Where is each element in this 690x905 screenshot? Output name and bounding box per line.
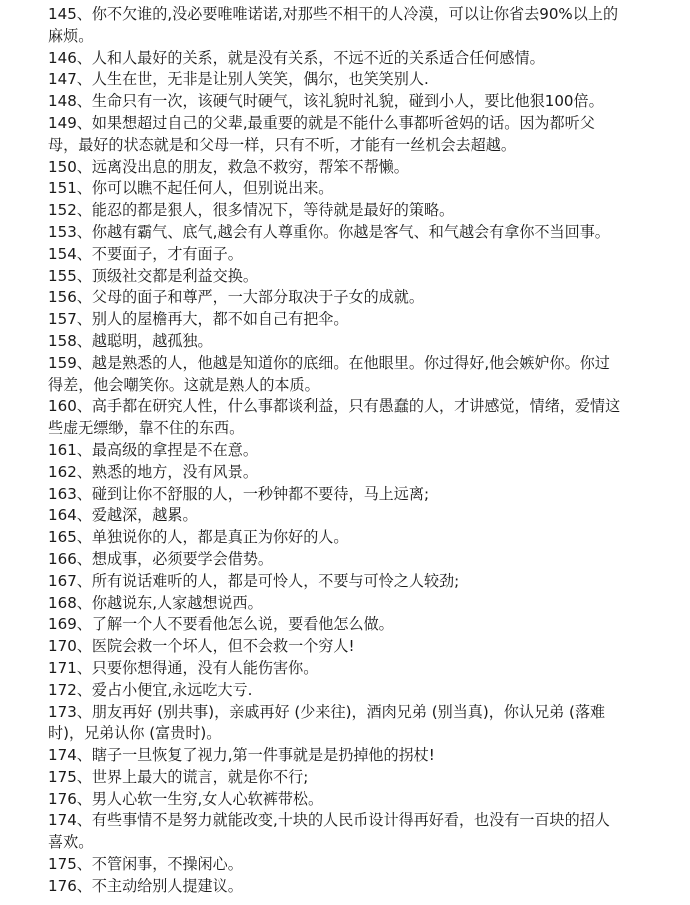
- text-line: 146、人和人最好的关系，就是没有关系，不远不近的关系适合任何感情。: [48, 48, 545, 67]
- text-line: 157、别人的屋檐再大，都不如自己有把伞。: [48, 310, 349, 329]
- text-line: 165、单独说你的人，都是真正为你好的人。: [48, 528, 349, 547]
- text-line: 160、高手都在研究人性，什么事都谈利益，只有愚蠢的人，才讲感觉，情绪，爱情这: [48, 397, 621, 416]
- text-line: 149、如果想超过自己的父辈,最重要的就是不能什么事都听爸妈的话。因为都听父: [48, 113, 595, 132]
- text-line: 175、世界上最大的谎言，就是你不行;: [48, 767, 309, 786]
- text-line: 173、朋友再好 (别共事)，亲戚再好 (少来往)，酒肉兄弟 (别当真)，你认兄弟 (落难: [48, 702, 606, 721]
- text-line: 174、瞎子一旦恢复了视力,第一件事就是是扔掉他的拐杖!: [48, 746, 435, 765]
- text-line: 喜欢。: [48, 833, 94, 852]
- text-line: 些虚无缥缈，靠不住的东西。: [48, 419, 245, 438]
- text-line: 154、不要面子，才有面子。: [48, 244, 243, 263]
- text-line: 167、所有说话难听的人，都是可怜人，不要与可怜之人较劲;: [48, 571, 460, 590]
- text-line: 159、越是熟悉的人，他越是知道你的底细。在他眼里。你过得好,他会嫉妒你。你过: [48, 353, 610, 372]
- text-line: 175、不管闲事，不操闲心。: [48, 855, 243, 874]
- text-line: 得差，他会嘲笑你。这就是熟人的本质。: [48, 375, 320, 394]
- text-line: 174、有些事情不是努力就能改变,十块的人民币设计得再好看，也没有一百块的招人: [48, 811, 610, 830]
- text-line: 155、顶级社交都是利益交换。: [48, 266, 258, 285]
- text-line: 147、人生在世，无非是让别人笑笑，偶尔，也笑笑别人.: [48, 70, 429, 89]
- text-line: 145、你不欠谁的,没必要唯唯诺诺,对那些不相干的人冷漠，可以让你省去90%以上的: [48, 5, 619, 23]
- text-line: 170、医院会救一个坏人，但不会救一个穷人!: [48, 637, 355, 656]
- text-line: 161、最高级的拿捏是不在意。: [48, 440, 258, 459]
- text-line: 172、爱占小便宜,永远吃大亏.: [48, 680, 253, 699]
- text-line: 162、熟悉的地方，没有风景。: [48, 462, 258, 481]
- text-line: 171、只要你想得通，没有人能伤害你。: [48, 658, 319, 677]
- text-line: 163、碰到让你不舒服的人，一秒钟都不要待，马上远离;: [48, 484, 430, 503]
- text-line: 169、了解一个人不要看他怎么说，要看他怎么做。: [48, 615, 394, 634]
- text-line: 158、越聪明，越孤独。: [48, 331, 213, 350]
- text-line: 176、不主动给别人提建议。: [48, 876, 243, 895]
- text-line: 164、爱越深，越累。: [48, 506, 198, 525]
- text-line: 时)，兄弟认你 (富贵时)。: [48, 724, 222, 743]
- text-line: 156、父母的面子和尊严，一大部分取决于子女的成就。: [48, 288, 424, 307]
- text-line: 176、男人心软一生穷,女人心软裤带松。: [48, 789, 324, 808]
- text-line: 148、生命只有一次，该硬气时硬气，该礼貌时礼貌，碰到小人，要比他狠100倍。: [48, 92, 604, 111]
- text-line: 麻烦。: [48, 26, 94, 45]
- text-line: 152、能忍的都是狠人，很多情况下，等待就是最好的策略。: [48, 201, 455, 220]
- text-line: 153、你越有霸气、底气,越会有人尊重你。你越是客气、和气越会有拿你不当回事。: [48, 222, 610, 241]
- text-line: 151、你可以瞧不起任何人，但别说出来。: [48, 179, 334, 198]
- text-line: 150、远离没出息的朋友，救急不救穷，帮笨不帮懒。: [48, 157, 409, 176]
- text-line: 166、想成事，必须要学会借势。: [48, 549, 274, 568]
- text-line: 母，最好的状态就是和父母一样，只有不听，才能有一丝机会去超越。: [48, 135, 516, 154]
- text-line: 168、你越说东,人家越想说西。: [48, 593, 263, 612]
